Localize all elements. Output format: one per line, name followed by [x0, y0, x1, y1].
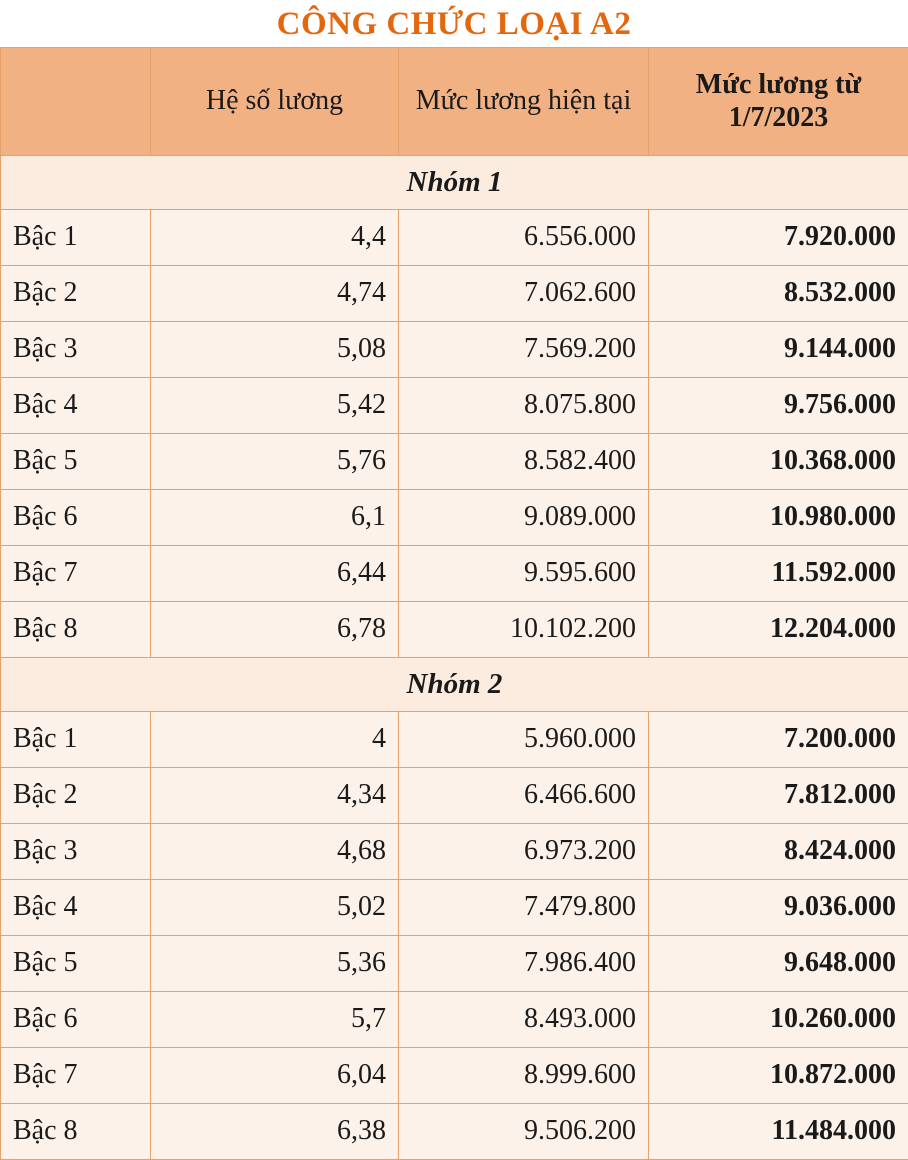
table-row — [1, 992, 908, 1048]
table-row — [1, 712, 908, 768]
cell-rank: Bậc 5 — [1, 434, 151, 490]
cell-rank: Bậc 7 — [1, 1048, 151, 1104]
group-header-row — [1, 658, 908, 712]
cell-rank: Bậc 1 — [1, 210, 151, 266]
cell-current-salary: 8.075.800 — [399, 378, 649, 434]
cell-new-salary: 11.592.000 — [649, 546, 908, 602]
column-header-current-salary: Mức lương hiện tại — [399, 48, 649, 156]
cell-rank: Bậc 4 — [1, 378, 151, 434]
cell-coefficient: 6,04 — [151, 1048, 399, 1104]
cell-current-salary: 6.556.000 — [399, 210, 649, 266]
cell-coefficient: 4 — [151, 712, 399, 768]
cell-rank: Bậc 8 — [1, 1104, 151, 1160]
cell-new-salary: 10.260.000 — [649, 992, 908, 1048]
cell-new-salary: 10.872.000 — [649, 1048, 908, 1104]
table-row — [1, 936, 908, 992]
cell-current-salary: 9.595.600 — [399, 546, 649, 602]
cell-rank: Bậc 5 — [1, 936, 151, 992]
cell-new-salary: 9.648.000 — [649, 936, 908, 992]
cell-current-salary: 7.062.600 — [399, 266, 649, 322]
cell-new-salary: 10.980.000 — [649, 490, 908, 546]
column-header-coefficient: Hệ số lương — [151, 48, 399, 156]
cell-current-salary: 6.466.600 — [399, 768, 649, 824]
cell-current-salary: 7.986.400 — [399, 936, 649, 992]
cell-coefficient: 4,34 — [151, 768, 399, 824]
cell-new-salary: 8.424.000 — [649, 824, 908, 880]
cell-new-salary: 9.144.000 — [649, 322, 908, 378]
cell-rank: Bậc 7 — [1, 546, 151, 602]
cell-current-salary: 8.582.400 — [399, 434, 649, 490]
column-header-rank — [1, 48, 151, 156]
table-header — [1, 48, 908, 156]
cell-current-salary: 6.973.200 — [399, 824, 649, 880]
cell-current-salary: 7.479.800 — [399, 880, 649, 936]
table-row — [1, 824, 908, 880]
salary-table — [0, 47, 908, 1160]
cell-coefficient: 6,38 — [151, 1104, 399, 1160]
table-row — [1, 602, 908, 658]
cell-rank: Bậc 4 — [1, 880, 151, 936]
table-row — [1, 546, 908, 602]
table-row — [1, 880, 908, 936]
cell-coefficient: 5,76 — [151, 434, 399, 490]
cell-new-salary: 10.368.000 — [649, 434, 908, 490]
cell-new-salary: 9.756.000 — [649, 378, 908, 434]
cell-current-salary: 8.493.000 — [399, 992, 649, 1048]
cell-coefficient: 4,74 — [151, 266, 399, 322]
cell-rank: Bậc 3 — [1, 322, 151, 378]
header-row — [1, 48, 908, 156]
cell-rank: Bậc 2 — [1, 768, 151, 824]
cell-new-salary: 8.532.000 — [649, 266, 908, 322]
table-row — [1, 378, 908, 434]
cell-coefficient: 4,68 — [151, 824, 399, 880]
cell-current-salary: 10.102.200 — [399, 602, 649, 658]
cell-new-salary: 7.920.000 — [649, 210, 908, 266]
cell-coefficient: 6,1 — [151, 490, 399, 546]
cell-current-salary: 7.569.200 — [399, 322, 649, 378]
cell-new-salary: 12.204.000 — [649, 602, 908, 658]
group-label: Nhóm 2 — [1, 658, 908, 712]
group-header-row — [1, 156, 908, 210]
cell-coefficient: 5,36 — [151, 936, 399, 992]
table-row — [1, 1048, 908, 1104]
cell-current-salary: 9.089.000 — [399, 490, 649, 546]
cell-rank: Bậc 6 — [1, 490, 151, 546]
cell-coefficient: 6,78 — [151, 602, 399, 658]
cell-coefficient: 5,42 — [151, 378, 399, 434]
cell-current-salary: 8.999.600 — [399, 1048, 649, 1104]
cell-coefficient: 4,4 — [151, 210, 399, 266]
cell-rank: Bậc 2 — [1, 266, 151, 322]
table-row — [1, 322, 908, 378]
cell-new-salary: 7.812.000 — [649, 768, 908, 824]
cell-new-salary: 9.036.000 — [649, 880, 908, 936]
column-header-new-salary: Mức lương từ 1/7/2023 — [649, 48, 908, 156]
table-row — [1, 490, 908, 546]
cell-rank: Bậc 6 — [1, 992, 151, 1048]
table-row — [1, 266, 908, 322]
cell-rank: Bậc 8 — [1, 602, 151, 658]
cell-rank: Bậc 3 — [1, 824, 151, 880]
cell-coefficient: 6,44 — [151, 546, 399, 602]
cell-coefficient: 5,08 — [151, 322, 399, 378]
table-body — [1, 156, 908, 1160]
table-row — [1, 768, 908, 824]
cell-new-salary: 11.484.000 — [649, 1104, 908, 1160]
cell-new-salary: 7.200.000 — [649, 712, 908, 768]
table-row — [1, 1104, 908, 1160]
group-label: Nhóm 1 — [1, 156, 908, 210]
table-row — [1, 434, 908, 490]
cell-coefficient: 5,02 — [151, 880, 399, 936]
cell-coefficient: 5,7 — [151, 992, 399, 1048]
cell-rank: Bậc 1 — [1, 712, 151, 768]
table-row — [1, 210, 908, 266]
cell-current-salary: 9.506.200 — [399, 1104, 649, 1160]
page-title: CÔNG CHỨC LOẠI A2 — [0, 0, 908, 47]
cell-current-salary: 5.960.000 — [399, 712, 649, 768]
